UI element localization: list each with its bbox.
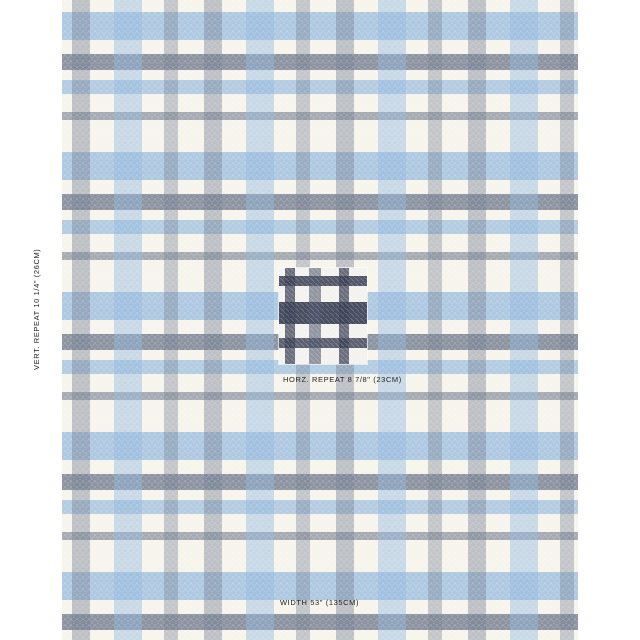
horizontal-repeat-label: HORZ. REPEAT 8 7/8" (23CM) [283,375,402,384]
width-label: WIDTH 53" (135CM) [280,598,360,607]
vertical-repeat-label: VERT. REPEAT 10 1/4" (26CM) [32,248,41,370]
repeat-swatch [279,268,367,364]
